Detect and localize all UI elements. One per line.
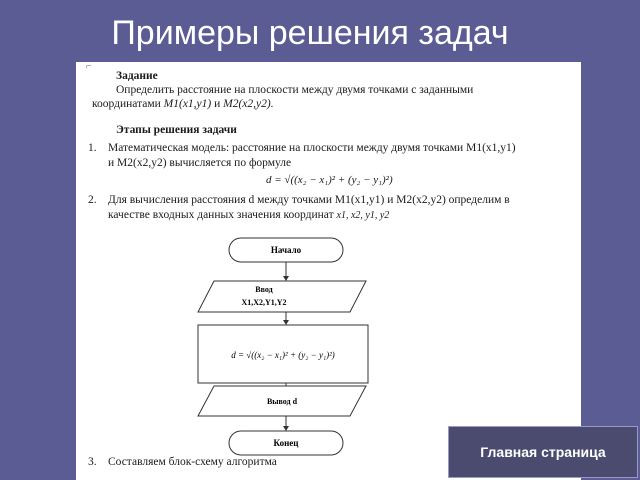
flow-input-label-1: Ввод [255,285,273,294]
stage-2-number: 2. [88,194,97,206]
flow-input-label-2: X1,X2,Y1,Y2 [241,298,287,307]
point-m1: M1(x1,y1) [163,98,212,110]
flow-process-formula: d = √((x₂ − x₁)² + (y₂ − y₁)²) [231,350,335,360]
home-page-button[interactable] [448,426,638,478]
flow-arrow-4-head [283,426,289,431]
stage-3-line: Составляем блок-схему алгоритма [108,456,277,468]
task-line-1: Определить расстояние на плоскости между двумя точками с заданными [116,84,474,96]
flow-end-label: Конец [273,438,299,448]
task-line-2-text: координатами [92,98,161,110]
flow-input-block [198,281,366,312]
flowchart [76,62,581,480]
page-corner-mark: ⌐ [86,62,92,72]
task-heading: Задание [116,70,158,82]
input-coordinates: x1, x2, y1, y2 [336,210,390,221]
stage-1-line-2: и M2(x2,y2) вычисляется по формуле [108,157,292,169]
slide-title: Примеры решения задач [111,14,509,52]
document-page [76,62,581,480]
stage-2-line-2-text: качестве входных данных значения координат [108,209,334,221]
task-line-2-and: и [214,98,221,110]
flow-start-label: Начало [270,245,302,255]
stage-1-number: 1. [88,142,97,154]
home-page-button-label: Главная страница [480,444,606,460]
stage-2-line-1: Для вычисления расстояния d между точками M1(x1,y1) и M2(x2,y2) определим в [108,194,510,206]
stage-3-number: 3. [88,456,97,468]
stage-1-line-1: Математическая модель: расстояние на плоскости между двумя точками M1(x1,y1) [108,142,516,154]
flow-output-label: Вывод d [266,397,298,406]
flow-arrow-2-head [283,320,289,325]
point-m2: M2(x2,y2). [223,98,274,110]
flow-arrow-1-head [283,276,289,281]
stages-heading: Этапы решения задачи [116,124,237,136]
distance-formula: d = √((x₂ − x₁)² + (y₂ − y₁)²) [266,174,393,186]
